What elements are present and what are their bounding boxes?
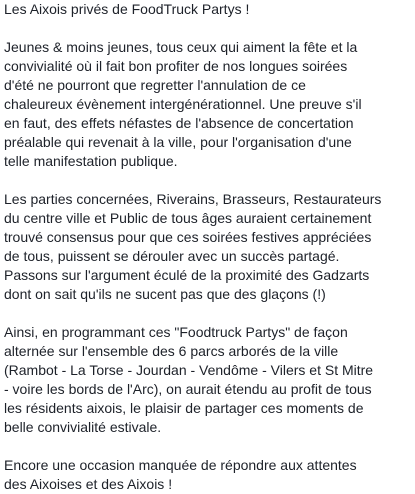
text-line: Encore une occasion manquée de répondre aux attentes <box>4 457 357 473</box>
text-line: Les Aixois privés de FoodTruck Partys ! <box>4 1 250 17</box>
post-title-paragraph <box>4 0 412 19</box>
text-line: les résidents aixois, le plaisir de partager ces moments de <box>4 400 364 416</box>
text-line: des Aixoises et des Aixois ! <box>4 476 173 492</box>
text-line: convivialité où il fait bon profiter de nos longues soirées <box>4 58 348 74</box>
text-line: Les parties concernées, Riverains, Brasseurs, Restaurateurs <box>4 191 382 207</box>
text-line: belle convivialité estivale. <box>4 419 162 435</box>
text-line: préalable qui revenait à la ville, pour l'organisation d'une <box>4 134 352 150</box>
text-line: d'été ne pourront que regretter l'annulation de ce <box>4 77 306 93</box>
text-line: Passons sur l'argument éculé de la proximité des Gadzarts <box>4 267 370 283</box>
text-line: (Rambot - La Torse - Jourdan - Vendôme - Vilers et St Mitre <box>4 362 374 378</box>
paragraph-stakeholders <box>4 190 412 304</box>
text-line: du centre ville et Public de tous âges auraient certainement <box>4 210 372 226</box>
text-line: trouvé consensus pour que ces soirées festives appréciées <box>4 229 372 245</box>
text-line: Ainsi, en programmant ces "Foodtruck Partys" de façon <box>4 324 348 340</box>
text-line: en faut, des effets néfastes de l'absence de concertation <box>4 115 354 131</box>
text-line: telle manifestation publique. <box>4 153 178 169</box>
paragraph-conclusion <box>4 456 412 494</box>
text-line: - voire les bords de l'Arc), on aurait étendu au profit de tous <box>4 381 372 397</box>
text-line: alternée sur l'ensemble des 6 parcs arborés de la ville <box>4 343 339 359</box>
text-line: dont on sait qu'ils ne sucent pas que des glaçons (!) <box>4 286 326 302</box>
text-line: de tous, puissent se dérouler avec un succès partagé. <box>4 248 340 264</box>
text-line: chaleureux évènement intergénérationnel. Une preuve s'il <box>4 96 362 112</box>
paragraph-intro <box>4 38 412 171</box>
paragraph-proposal <box>4 323 412 437</box>
text-line: Jeunes & moins jeunes, tous ceux qui aiment la fête et la <box>4 39 358 55</box>
